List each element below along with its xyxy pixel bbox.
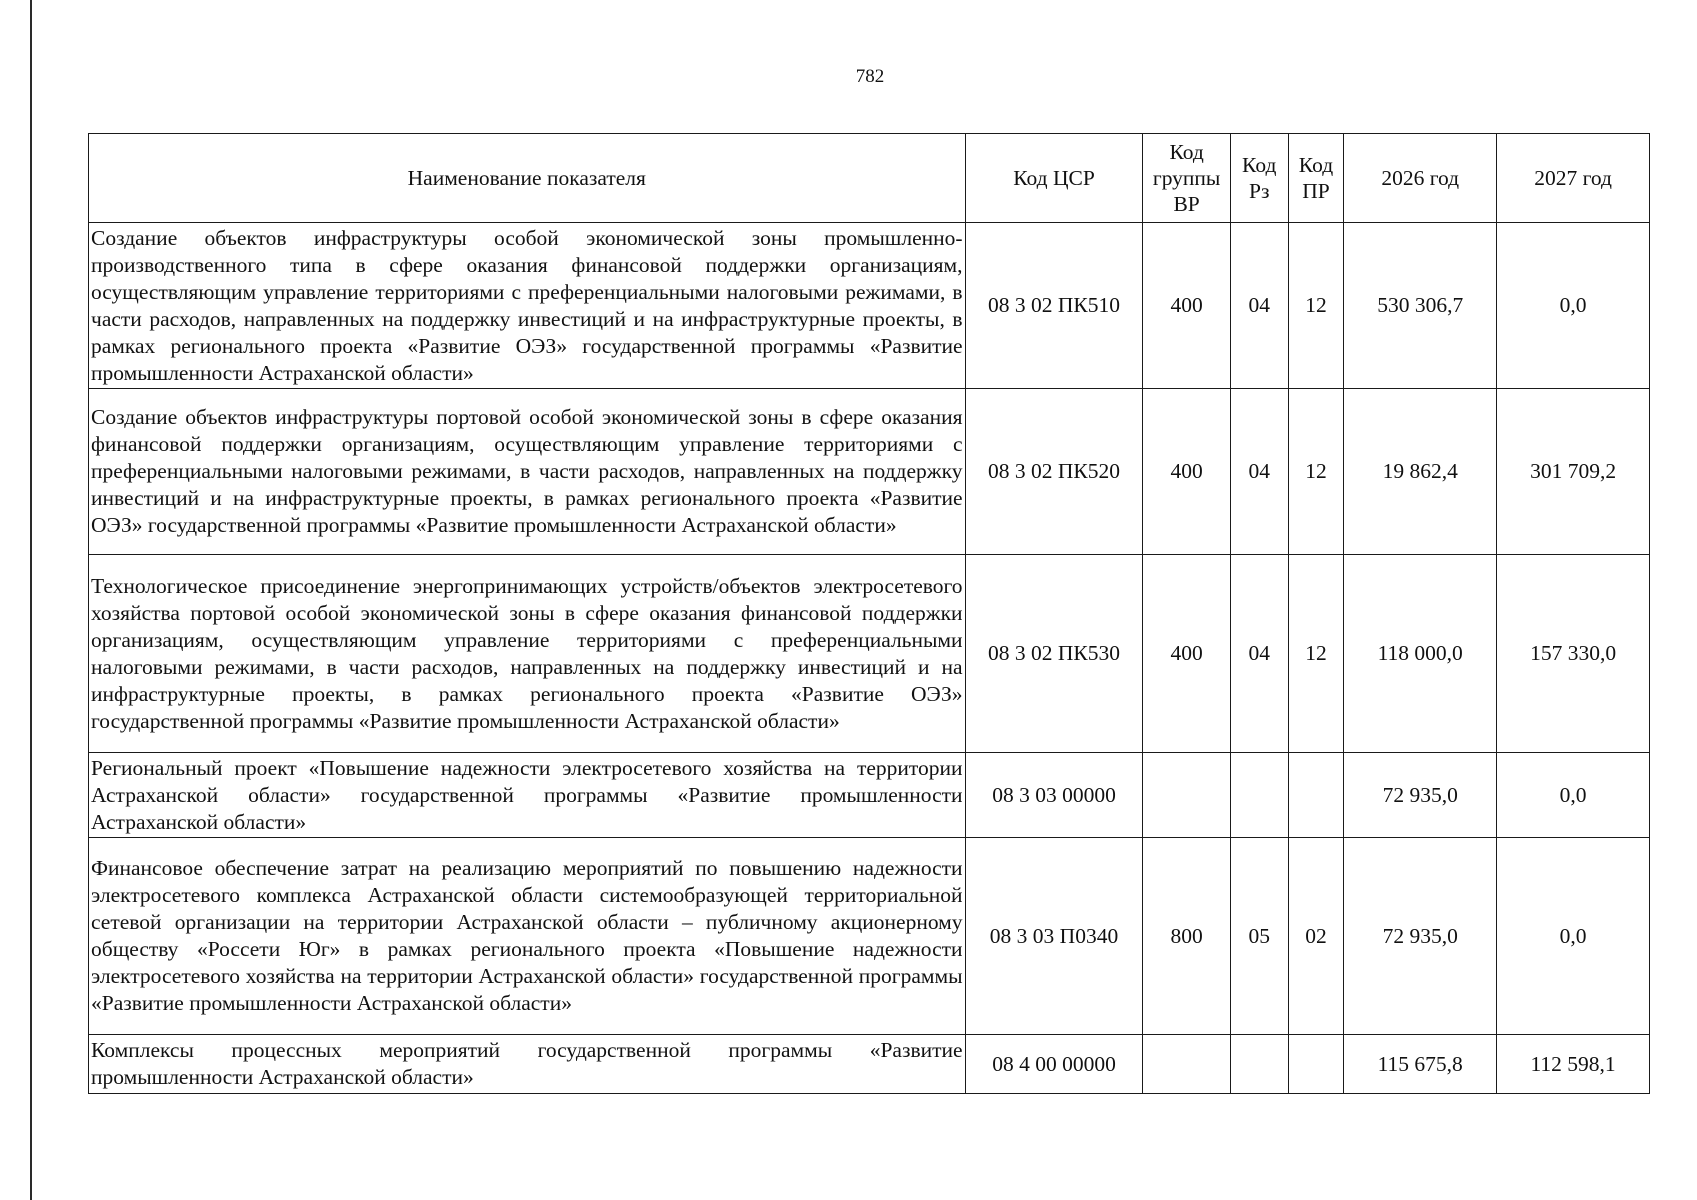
row-csr: 08 3 03 П0340 [965, 838, 1143, 1035]
header-vr: Код группы ВР [1143, 134, 1230, 223]
header-2026: 2026 год [1344, 134, 1497, 223]
budget-table [88, 133, 1650, 1094]
header-rz: Код Рз [1230, 134, 1288, 223]
header-pr: Код ПР [1288, 134, 1344, 223]
row-rz: 05 [1230, 838, 1288, 1035]
table-row [89, 223, 1650, 389]
row-rz [1230, 1035, 1288, 1094]
row-vr: 400 [1143, 555, 1230, 753]
row-csr: 08 3 03 00000 [965, 753, 1143, 838]
row-vr [1143, 753, 1230, 838]
row-pr: 02 [1288, 838, 1344, 1035]
row-2027: 157 330,0 [1497, 555, 1650, 753]
table-row [89, 753, 1650, 838]
row-name: Финансовое обеспечение затрат на реализацию мероприятий по повышению надежности электросетевого комплекса Астраханской области системообразующей территориальной сетевой организации на территории Астраханской области – публичному акционерному обществу «Россети Юг» в рамках регионального проекта «Повышение надежности электросетевого хозяйства на территории Астраханской области» государственной программы «Развитие промышленности Астраханской области» [89, 838, 966, 1035]
row-rz: 04 [1230, 555, 1288, 753]
row-2027: 112 598,1 [1497, 1035, 1650, 1094]
row-2027: 0,0 [1497, 838, 1650, 1035]
row-2026: 72 935,0 [1344, 838, 1497, 1035]
row-vr: 400 [1143, 223, 1230, 389]
row-pr: 12 [1288, 223, 1344, 389]
row-pr [1288, 753, 1344, 838]
row-2026: 19 862,4 [1344, 389, 1497, 555]
row-name: Технологическое присоединение энергопринимающих устройств/объектов электросетевого хозяйства портовой особой экономической зоны в сфере оказания финансовой поддержки организациям, осуществляющим управление территориями с преференциальными налоговыми режимами, в части расходов, направленных на поддержку инвестиций и на инфраструктурные проекты, в рамках регионального проекта «Развитие ОЭЗ» государственной программы «Развитие промышленности Астраханской области» [89, 555, 966, 753]
row-2027: 301 709,2 [1497, 389, 1650, 555]
row-name: Создание объектов инфраструктуры портовой особой экономической зоны в сфере оказания финансовой поддержки организациям, осуществляющим управление территориями с преференциальными налоговыми режимами, в части расходов, направленных на поддержку инвестиций и на инфраструктурные проекты, в рамках регионального проекта «Развитие ОЭЗ» государственной программы «Развитие промышленности Астраханской области» [89, 389, 966, 555]
row-rz: 04 [1230, 389, 1288, 555]
table-row [89, 1035, 1650, 1094]
row-2026: 115 675,8 [1344, 1035, 1497, 1094]
row-vr: 800 [1143, 838, 1230, 1035]
row-name: Региональный проект «Повышение надежности электросетевого хозяйства на территории Астраханской области» государственной программы «Развитие промышленности Астраханской области» [89, 753, 966, 838]
row-csr: 08 3 02 ПК520 [965, 389, 1143, 555]
table-row [89, 555, 1650, 753]
row-2027: 0,0 [1497, 753, 1650, 838]
row-rz: 04 [1230, 223, 1288, 389]
row-name: Комплексы процессных мероприятий государственной программы «Развитие промышленности Астраханской области» [89, 1035, 966, 1094]
scan-edge-line [30, 0, 32, 1200]
row-vr [1143, 1035, 1230, 1094]
row-pr [1288, 1035, 1344, 1094]
row-csr: 08 4 00 00000 [965, 1035, 1143, 1094]
page-number: 782 [855, 66, 885, 87]
row-2026: 530 306,7 [1344, 223, 1497, 389]
row-pr: 12 [1288, 389, 1344, 555]
row-csr: 08 3 02 ПК510 [965, 223, 1143, 389]
row-name: Создание объектов инфраструктуры особой экономической зоны промышленно-производственного типа в сфере оказания финансовой поддержки организациям, осуществляющим управление территориями с преференциальными налоговыми режимами, в части расходов, направленных на поддержку инвестиций и на инфраструктурные проекты, в рамках регионального проекта «Развитие ОЭЗ» государственной программы «Развитие промышленности Астраханской области» [89, 223, 966, 389]
row-csr: 08 3 02 ПК530 [965, 555, 1143, 753]
row-rz [1230, 753, 1288, 838]
row-2026: 72 935,0 [1344, 753, 1497, 838]
row-vr: 400 [1143, 389, 1230, 555]
header-2027: 2027 год [1497, 134, 1650, 223]
row-2026: 118 000,0 [1344, 555, 1497, 753]
table-row [89, 838, 1650, 1035]
row-2027: 0,0 [1497, 223, 1650, 389]
header-csr: Код ЦСР [965, 134, 1143, 223]
header-name: Наименование показателя [89, 134, 966, 223]
header-row [89, 134, 1650, 223]
row-pr: 12 [1288, 555, 1344, 753]
table-row [89, 389, 1650, 555]
